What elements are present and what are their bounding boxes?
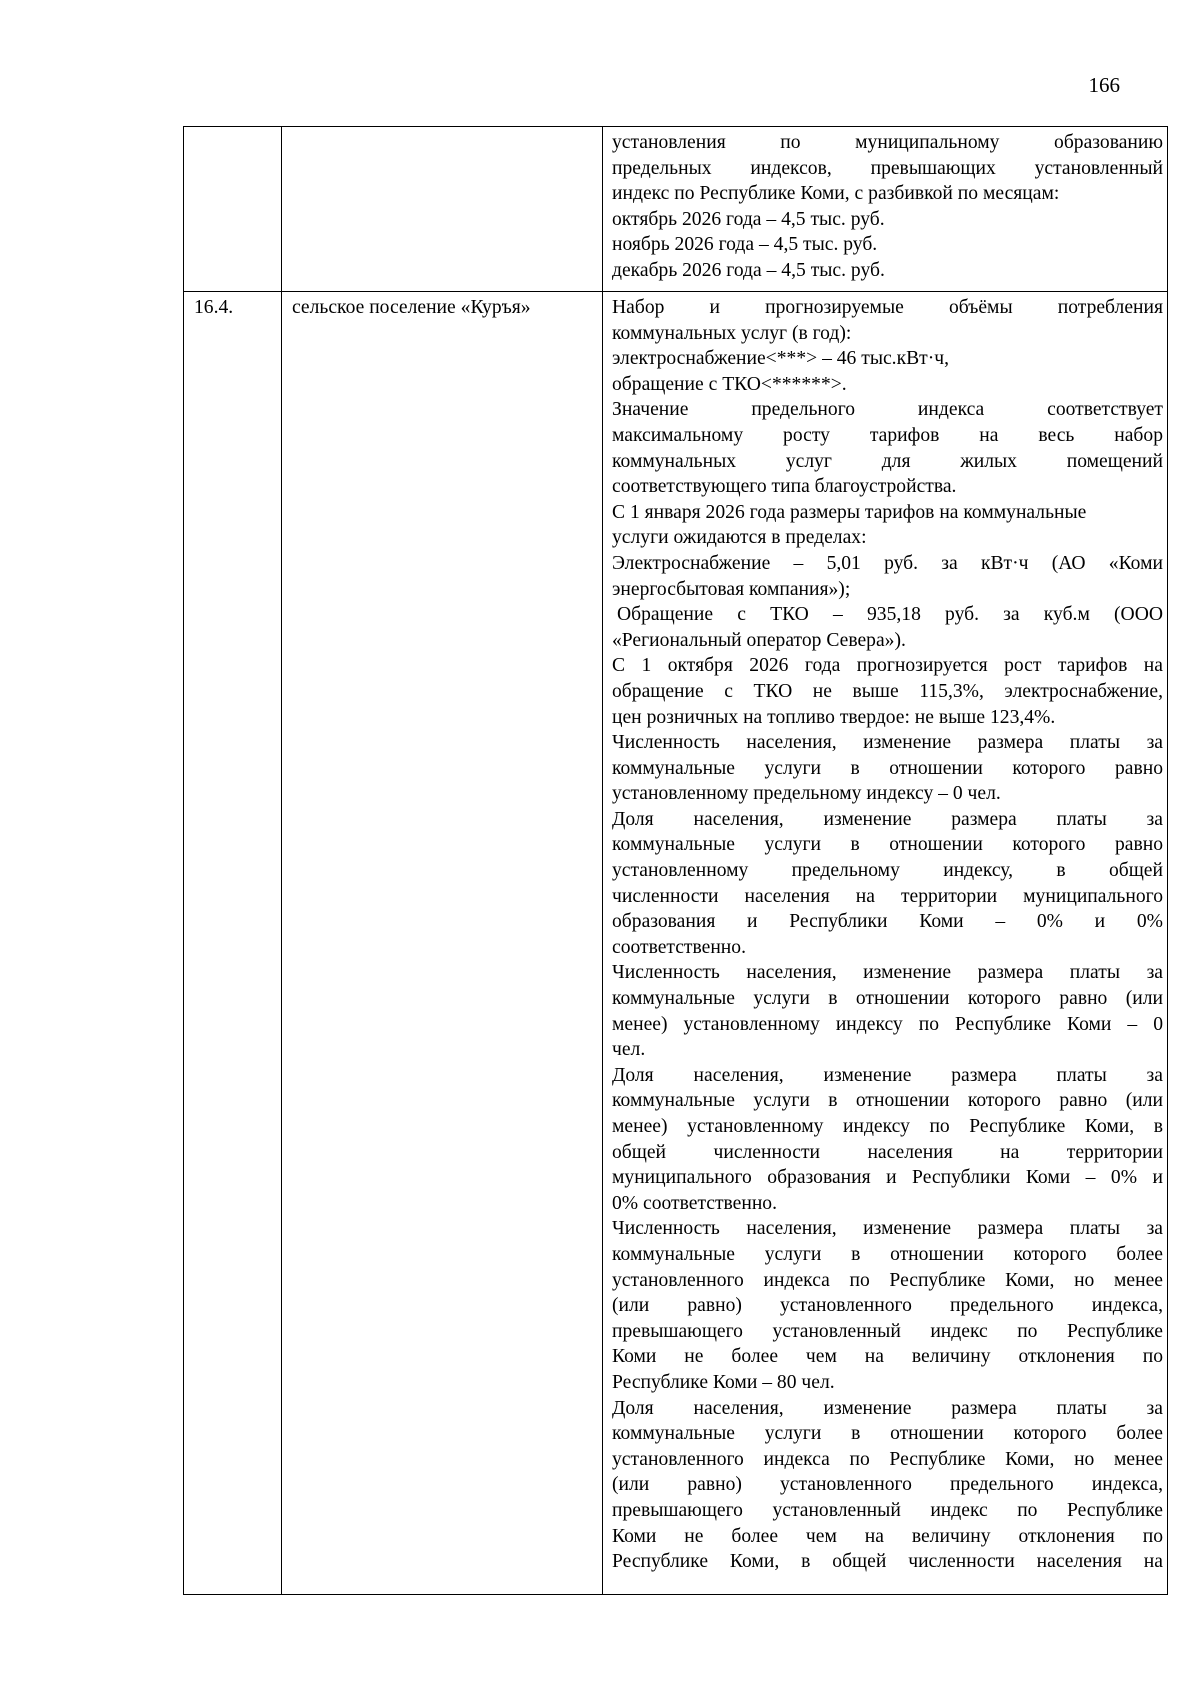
text-line: Обращение с ТКО – 935,18 руб. за куб.м (ООО xyxy=(617,604,1163,626)
text-line: муниципального образования и Республики Коми – 0% и xyxy=(612,1167,1163,1189)
text-line: коммунальные услуги в отношении которого равно (или xyxy=(612,1090,1163,1112)
text-line: установленного индекса по Республике Коми, но менее xyxy=(612,1269,1163,1291)
text-line: Доля населения, изменение размера платы за xyxy=(612,808,1163,830)
text-line: энергосбытовая компания»); xyxy=(612,578,851,600)
text-line: соответствующего типа благоустройства. xyxy=(612,476,957,498)
text-line: С 1 января 2026 года размеры тарифов на коммунальные xyxy=(612,501,1087,523)
text-line: декабрь 2026 года – 4,5 тыс. руб. xyxy=(612,259,885,281)
row-name xyxy=(282,127,602,130)
text-line: Республике Коми – 80 чел. xyxy=(612,1371,835,1393)
text-line: Коми не более чем на величину отклонения по xyxy=(612,1525,1163,1547)
text-line: обращение с ТКО<******>. xyxy=(612,373,847,395)
text-line: установленного индекса по Республике Коми, но менее xyxy=(612,1448,1163,1470)
text-line: коммунальные услуги в отношении которого равно xyxy=(612,757,1163,779)
text-line: обращение с ТКО не выше 115,3%, электроснабжение, xyxy=(612,680,1163,702)
text-line: коммунальных услуг для жилых помещений xyxy=(612,450,1163,472)
row-number-cell xyxy=(184,127,282,292)
text-line: октябрь 2026 года – 4,5 тыс. руб. xyxy=(612,208,885,230)
text-line: Численность населения, изменение размера платы за xyxy=(612,732,1163,754)
text-line: менее) установленному индексу по Республике Коми, в xyxy=(612,1116,1163,1137)
text-line: превышающего установленный индекс по Республике xyxy=(612,1320,1163,1342)
text-line: Численность населения, изменение размера платы за xyxy=(612,962,1163,984)
text-line: 0% соответственно. xyxy=(612,1192,778,1214)
row-content xyxy=(603,127,1167,289)
text-line: установленному предельному индексу – 0 чел. xyxy=(612,783,1001,805)
text-line: коммунальные услуги в отношении которого равно xyxy=(612,834,1163,856)
text-line: образования и Республики Коми – 0% и 0% xyxy=(612,911,1163,933)
row-content-cell xyxy=(603,292,1168,1595)
text-line: чел. xyxy=(612,1039,646,1061)
text-line: менее) установленному индексу по Республике Коми – 0 xyxy=(612,1013,1163,1035)
text-line: Коми не более чем на величину отклонения по xyxy=(612,1346,1163,1368)
text-line: коммунальных услуг (в год): xyxy=(612,322,852,344)
table-row xyxy=(184,127,1168,292)
text-line: Набор и прогнозируемые объёмы потребления xyxy=(612,297,1163,318)
text-line: Доля населения, изменение размера платы за xyxy=(612,1064,1163,1086)
row-name: сельское поселение «Куръя» xyxy=(292,297,531,318)
text-line: С 1 октября 2026 года прогнозируется рост тарифов на xyxy=(612,655,1163,677)
text-line: Электроснабжение – 5,01 руб. за кВт·ч (АО «Коми xyxy=(612,552,1163,574)
row-content xyxy=(603,292,1167,1580)
table-row xyxy=(184,292,1168,1595)
text-line: общей численности населения на территории xyxy=(612,1141,1163,1163)
row-name-cell xyxy=(282,127,603,292)
text-line: численности населения на территории муниципального xyxy=(612,885,1163,907)
text-line: Численность населения, изменение размера платы за xyxy=(612,1218,1163,1240)
text-line: услуги ожидаются в пределах: xyxy=(612,527,867,549)
text-line: максимальному росту тарифов на весь набор xyxy=(612,424,1163,446)
text-line: индекс по Республике Коми, с разбивкой по месяцам: xyxy=(612,183,1060,205)
document-table xyxy=(183,126,1168,1595)
text-line: электроснабжение<***> – 46 тыс.кВт·ч, xyxy=(612,348,950,370)
text-line: «Региональный оператор Севера»). xyxy=(612,629,906,651)
row-number xyxy=(184,127,281,130)
text-line: (или равно) установленного предельного индекса, xyxy=(612,1474,1163,1496)
row-name-cell xyxy=(282,292,603,1595)
text-line: Республике Коми, в общей численности населения на xyxy=(612,1551,1163,1573)
page-number: 166 xyxy=(1088,73,1120,97)
text-line: предельных индексов, превышающих установленный xyxy=(612,157,1163,179)
text-line: цен розничных на топливо твердое: не выше 123,4%. xyxy=(612,706,1056,728)
row-number-cell xyxy=(184,292,282,1595)
text-line: установленному предельному индексу, в общей xyxy=(612,860,1163,882)
text-line: установления по муниципальному образованию xyxy=(612,132,1163,153)
text-line: (или равно) установленного предельного индекса, xyxy=(612,1295,1163,1317)
text-line: Значение предельного индекса соответствует xyxy=(612,399,1163,421)
text-line: коммунальные услуги в отношении которого более xyxy=(612,1243,1163,1265)
row-content-cell xyxy=(603,127,1168,292)
row-number: 16.4. xyxy=(194,297,234,318)
text-line: коммунальные услуги в отношении которого более xyxy=(612,1423,1163,1445)
text-line: превышающего установленный индекс по Республике xyxy=(612,1499,1163,1521)
text-line: Доля населения, изменение размера платы за xyxy=(612,1397,1163,1419)
text-line: соответственно. xyxy=(612,936,746,958)
text-line: коммунальные услуги в отношении которого равно (или xyxy=(612,988,1163,1010)
text-line: ноябрь 2026 года – 4,5 тыс. руб. xyxy=(612,234,878,256)
